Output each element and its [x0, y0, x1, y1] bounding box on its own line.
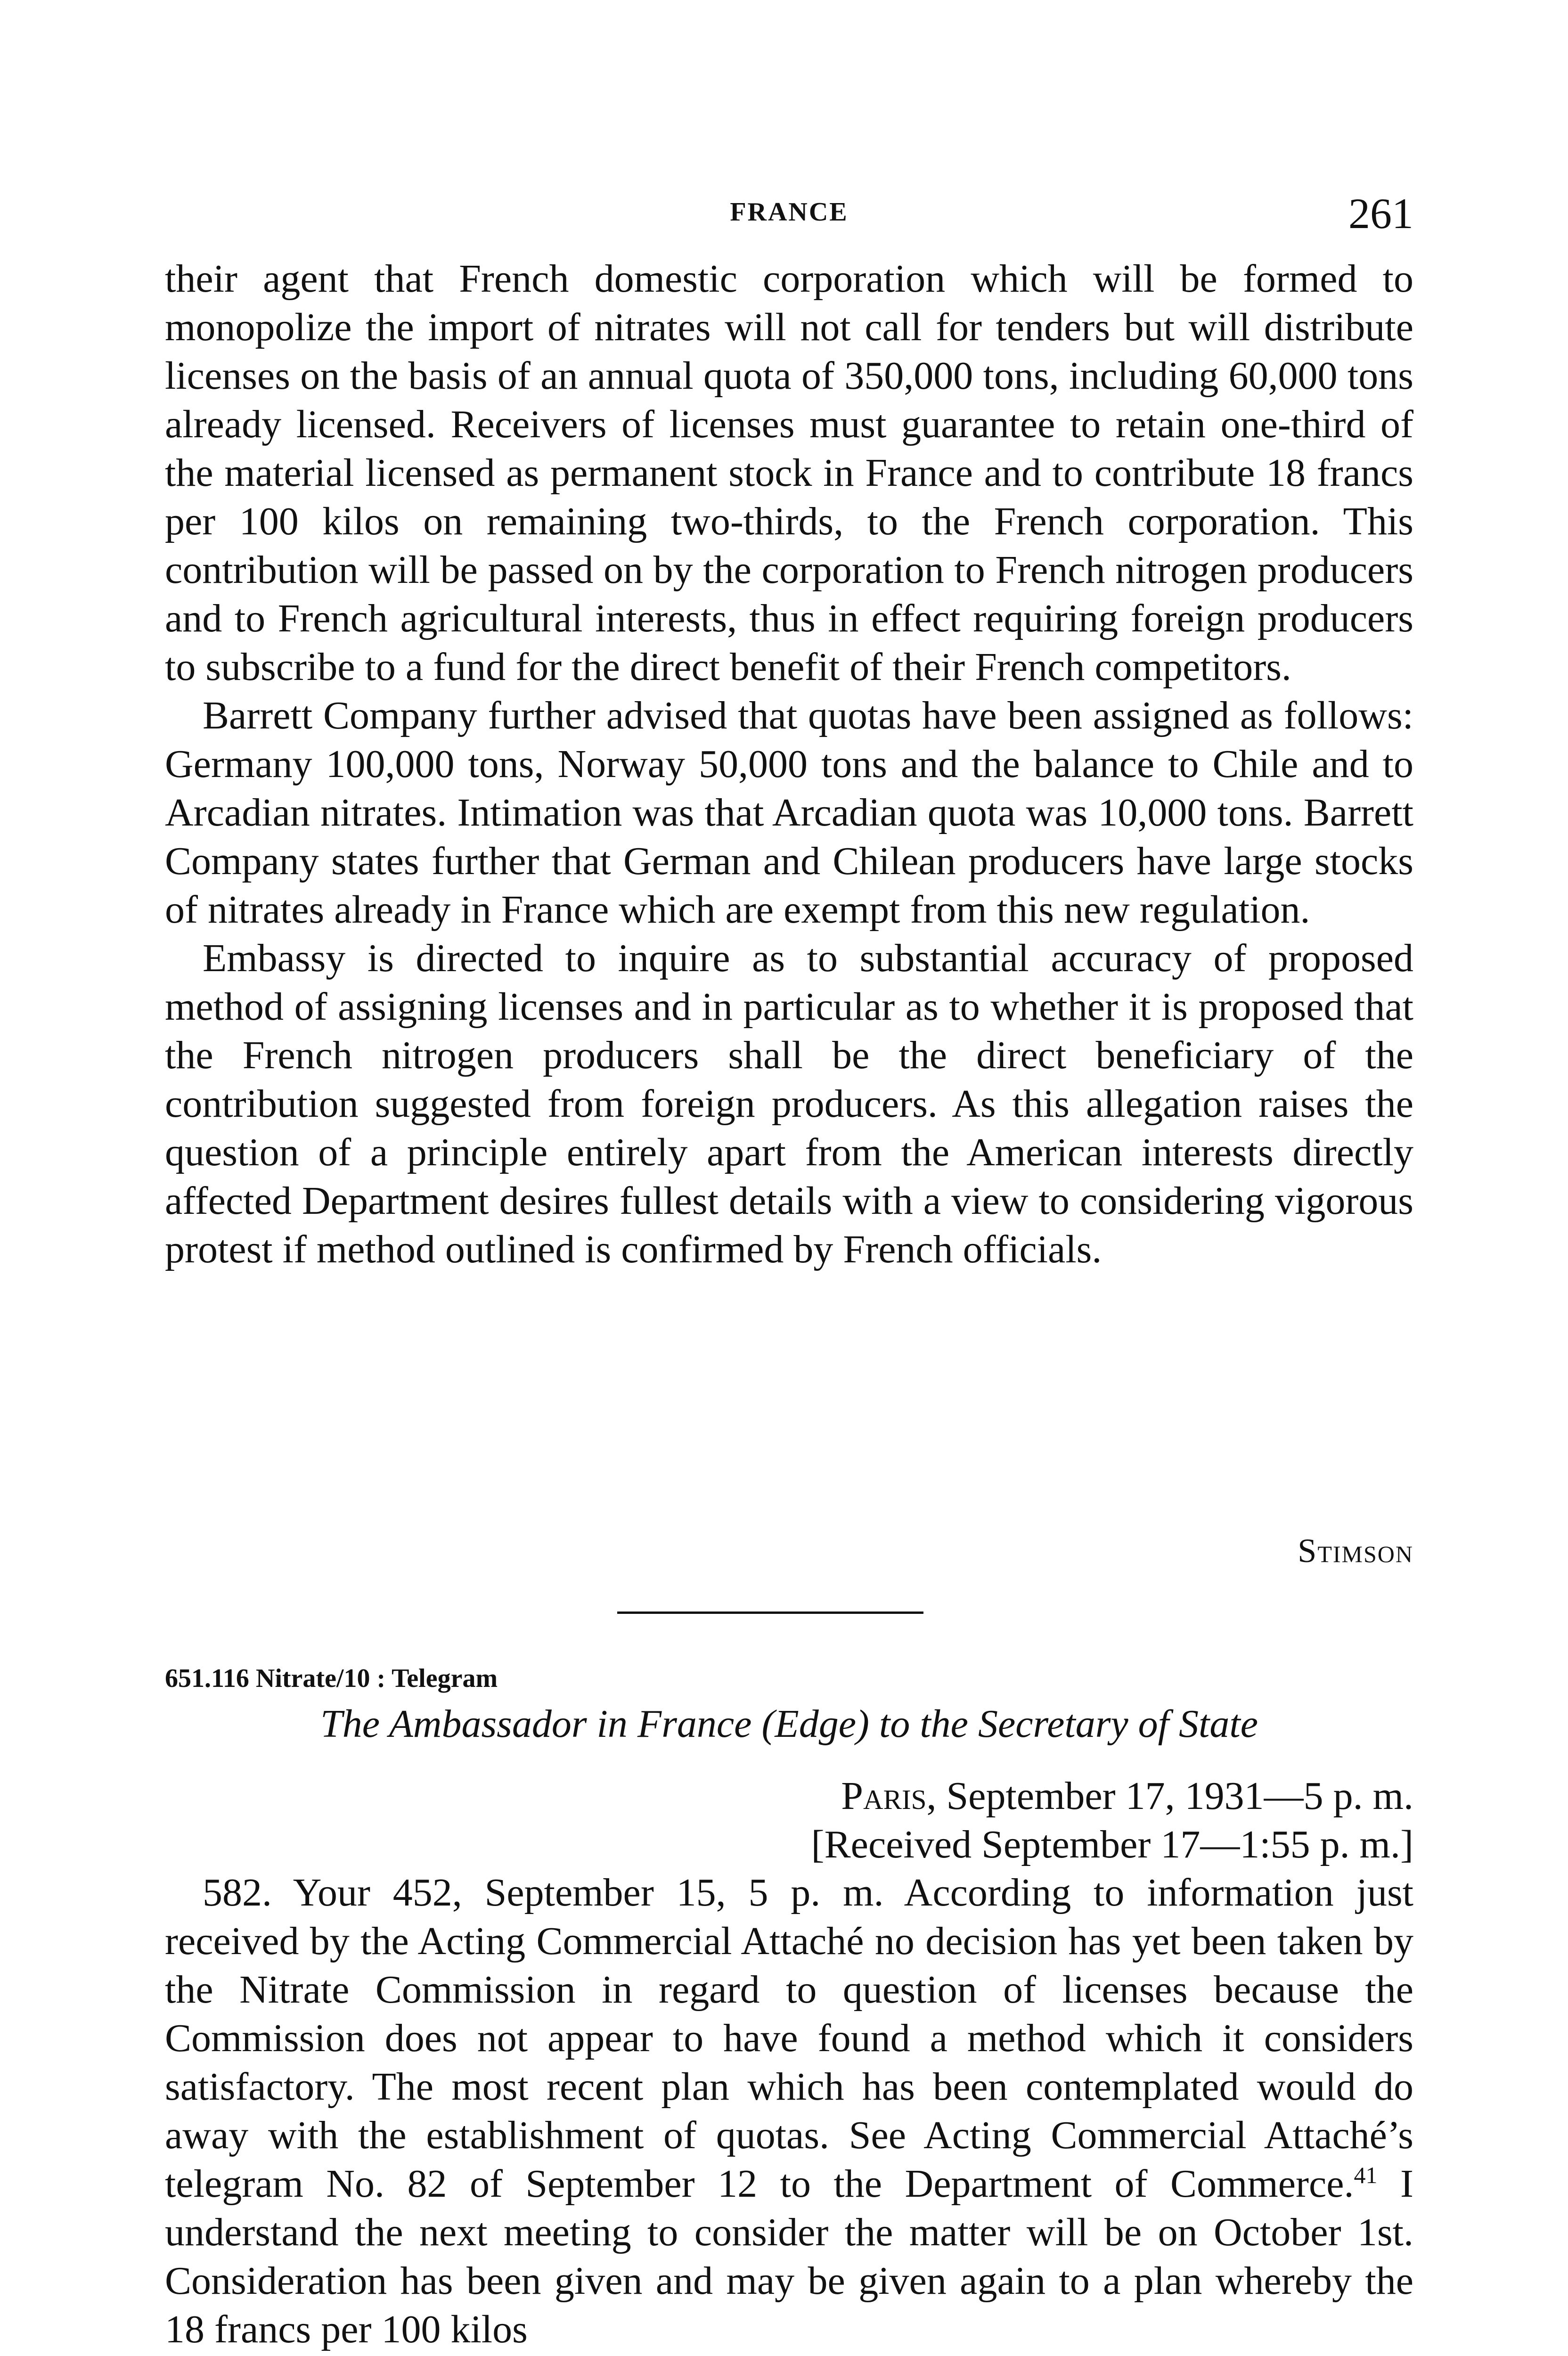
dateline	[660, 1772, 1413, 1869]
date: , September 17, 1931—5 p. m.	[926, 1774, 1413, 1818]
letter-body	[165, 254, 1413, 1274]
paragraph-continuation: their agent that French domestic corporation which will be formed to monopolize the import of nitrates will not call for tenders but will distribute licenses on the basis of an annual quota of 350,000 tons, including 60,000 tons already licensed. Receivers of licenses must guarantee to retain one-third of the material licensed as permanent stock in France and to contribute 18 francs per 100 kilos on remaining two-thirds, to the French corporation. This contribution will be passed on by the corporation to French nitrogen producers and to French agricultural interests, thus in effect requiring foreign producers to subscribe to a fund for the direct benefit of their French competitors.	[165, 257, 1413, 689]
file-reference: 651.116 Nitrate/10 : Telegram	[165, 1664, 498, 1693]
section-divider	[617, 1612, 923, 1614]
page-header	[165, 188, 1413, 240]
footnote-reference: 41	[1354, 2162, 1378, 2188]
paragraph-embassy: Embassy is directed to inquire as to substantial accuracy of proposed method of assigning licenses and in particular as to whether it is proposed that the French nitrogen producers shall be the direct beneficiary of the contribution suggested from foreign producers. As this allegation raises the question of a principle entirely apart from the American interests directly affected Department desires fullest details with a view to considering vigorous protest if method outlined is confirmed by French officials.	[165, 936, 1413, 1271]
running-head: FRANCE	[730, 197, 849, 227]
signature: Stimson	[1298, 1532, 1413, 1570]
place: Paris	[841, 1774, 927, 1818]
page-number: 261	[1348, 189, 1413, 237]
document-title: The Ambassador in France (Edge) to the Secretary of State	[320, 1702, 1258, 1746]
telegram-text-part1: 582. Your 452, September 15, 5 p. m. According to information just received by the Acting Commercial Attaché no decision has yet been taken by the Nitrate Commission in regard to question of licenses because the Commission does not appear to have found a method which it considers satisfactory. The most recent plan which has been contemplated would do away with the establishment of quotas. See Acting Commercial Attaché’s telegram No. 82 of September 12 to the Department of Commerce.	[165, 1871, 1413, 2206]
telegram-text-part2: I understand the next meeting to consider the matter will be on October 1st. Consideration has been given and may be given again to a plan whereby the 18 francs per 100 kilos	[165, 2162, 1413, 2351]
telegram-paragraph	[165, 1868, 1413, 2354]
telegram-body	[165, 1868, 1413, 2354]
date-received: [Received September 17—1:55 p. m.]	[811, 1823, 1413, 1866]
paragraph-barrett: Barrett Company further advised that quotas have been assigned as follows: Germany 100,000 tons, Norway 50,000 tons and the balance to Chile and to Arcadian nitrates. Intimation was that Arcadian quota was 10,000 tons. Barrett Company states further that German and Chilean producers have large stocks of nitrates already in France which are exempt from this new regulation.	[165, 694, 1413, 932]
date-sent	[660, 1772, 1413, 1820]
